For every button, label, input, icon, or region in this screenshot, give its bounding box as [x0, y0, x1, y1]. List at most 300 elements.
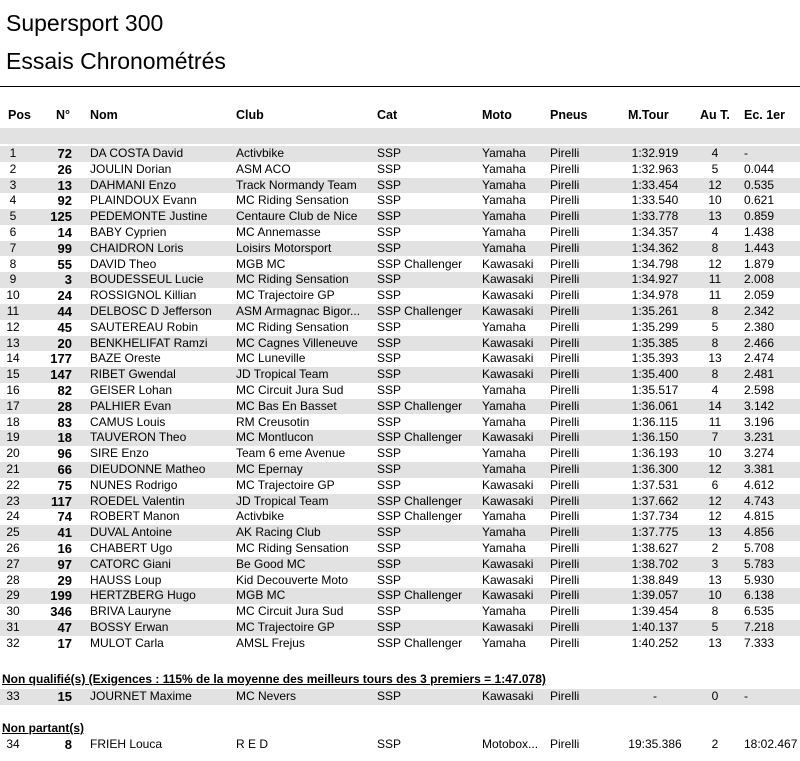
cell-cat: SSP: [377, 146, 402, 160]
header-pos: Pos: [8, 108, 31, 122]
cell-num: 41: [57, 525, 72, 541]
cell-tour: 1:34.798: [631, 256, 679, 271]
cell-moto: Yamaha: [482, 509, 526, 524]
cell-tour: 1:36.061: [631, 398, 679, 413]
table-row: [0, 304, 800, 320]
cell-ec: 3.381: [744, 462, 775, 476]
cell-au: 13: [708, 572, 722, 587]
cell-club: MC Circuit Jura Sud: [236, 383, 344, 397]
cell-au: 7: [711, 430, 719, 445]
cell-ec: 2.342: [744, 304, 775, 318]
cell-au: 13: [708, 209, 722, 224]
cell-moto: Yamaha: [482, 541, 526, 555]
cell-ec: 7.218: [744, 620, 775, 634]
cell-club: Be Good MC: [236, 556, 306, 571]
cell-moto: Kawasaki: [482, 304, 534, 318]
cell-tour: 1:38.849: [631, 572, 679, 587]
cell-nom: TAUVERON Theo: [90, 430, 187, 445]
non-qualifie-label: Non qualifié(s) (Exigences : 115% de la moyenne des meilleurs tours des 3 premiers = 1:47.078): [2, 672, 546, 686]
cell-num: 72: [57, 146, 72, 161]
table-row: [0, 193, 800, 209]
cell-pneus: Pirelli: [550, 398, 580, 413]
cell-pneus: Pirelli: [550, 689, 580, 703]
cell-tour: 1:34.357: [631, 225, 679, 239]
table-header: [0, 106, 800, 124]
cell-pos: 18: [6, 414, 20, 429]
cell-pneus: Pirelli: [550, 209, 580, 224]
cell-nom: CHABERT Ugo: [90, 541, 173, 555]
cell-cat: SSP: [377, 604, 402, 619]
page-title: Supersport 300: [6, 10, 164, 36]
cell-cat: SSP: [377, 414, 402, 429]
cell-cat: SSP: [377, 209, 402, 224]
cell-pos: 32: [6, 635, 20, 650]
cell-ec: 2.466: [744, 335, 775, 350]
cell-tour: 1:38.702: [631, 556, 679, 571]
cell-nom: RIBET Gwendal: [90, 367, 176, 382]
cell-ec: 5.930: [744, 572, 775, 587]
cell-pos: 19: [6, 430, 20, 445]
cell-au: 8: [711, 304, 719, 318]
cell-moto: Kawasaki: [482, 367, 534, 382]
cell-pneus: Pirelli: [550, 414, 580, 429]
cell-cat: SSP: [377, 620, 402, 634]
cell-tour: 1:35.400: [631, 367, 679, 382]
cell-ec: 2.474: [744, 351, 775, 366]
cell-pos: 1: [9, 146, 17, 160]
cell-club: Activbike: [236, 146, 285, 160]
table-row: [0, 462, 800, 478]
cell-club: MC Epernay: [236, 462, 303, 476]
cell-pneus: Pirelli: [550, 493, 580, 508]
cell-moto: Yamaha: [482, 240, 526, 255]
cell-pneus: Pirelli: [550, 335, 580, 350]
table-row: [0, 383, 800, 399]
cell-tour: 1:35.299: [631, 319, 679, 334]
header-num: N°: [56, 108, 71, 122]
cell-au: 13: [708, 525, 722, 540]
cell-moto: Yamaha: [482, 414, 526, 429]
cell-num: 47: [57, 620, 72, 635]
cell-pneus: Pirelli: [550, 288, 580, 303]
cell-pneus: Pirelli: [550, 177, 580, 192]
cell-pos: 7: [9, 240, 17, 255]
page-subtitle: Essais Chronométrés: [6, 48, 226, 74]
cell-pneus: Pirelli: [550, 477, 580, 492]
cell-pos: 15: [6, 367, 20, 382]
cell-tour: 1:38.627: [631, 541, 679, 555]
cell-club: MC Montlucon: [236, 430, 314, 445]
cell-ec: 4.743: [744, 493, 775, 508]
cell-moto: Motobox...: [482, 737, 539, 751]
cell-ec: 2.059: [744, 288, 775, 303]
table-row: [0, 257, 800, 273]
cell-cat: SSP Challenger: [377, 430, 463, 445]
cell-ec: 18:02.467: [744, 737, 798, 751]
cell-au: 6: [711, 477, 719, 492]
cell-nom: SAUTEREAU Robin: [90, 319, 199, 334]
cell-au: 13: [708, 351, 722, 366]
table-row: [0, 604, 800, 620]
cell-au: 5: [711, 620, 719, 634]
cell-pneus: Pirelli: [550, 620, 580, 634]
cell-au: 5: [711, 319, 719, 334]
cell-ec: 2.598: [744, 383, 775, 397]
cell-cat: SSP: [377, 737, 402, 751]
cell-cat: SSP: [377, 161, 402, 176]
cell-num: 29: [57, 572, 72, 588]
cell-pos: 2: [9, 161, 17, 176]
table-row: [0, 399, 800, 415]
cell-ec: 0.859: [744, 209, 775, 224]
cell-au: 8: [711, 367, 719, 382]
cell-au: 8: [711, 240, 719, 255]
table-row: [0, 525, 800, 541]
cell-pos: 8: [9, 256, 17, 271]
cell-nom: BABY Cyprien: [90, 225, 167, 239]
cell-ec: 7.333: [744, 635, 775, 650]
cell-pos: 22: [6, 477, 20, 492]
cell-num: 18: [57, 430, 72, 446]
cell-club: R E D: [236, 737, 269, 751]
cell-tour: 1:35.261: [631, 304, 679, 318]
cell-au: 5: [711, 161, 719, 176]
table-row: [0, 336, 800, 352]
cell-club: RM Creusotin: [236, 414, 310, 429]
cell-nom: PLAINDOUX Evann: [90, 193, 197, 208]
cell-moto: Kawasaki: [482, 588, 534, 603]
cell-cat: SSP: [377, 383, 402, 397]
cell-moto: Kawasaki: [482, 689, 534, 703]
cell-cat: SSP Challenger: [377, 509, 463, 524]
header-club: Club: [236, 108, 264, 122]
cell-nom: DELBOSC D Jefferson: [90, 304, 212, 318]
cell-pneus: Pirelli: [550, 572, 580, 587]
cell-pos: 21: [6, 462, 20, 476]
cell-moto: Yamaha: [482, 209, 526, 224]
cell-moto: Yamaha: [482, 319, 526, 334]
cell-club: Team 6 eme Avenue: [236, 446, 346, 461]
cell-au: 12: [708, 177, 722, 192]
cell-cat: SSP: [377, 193, 402, 208]
cell-moto: Yamaha: [482, 635, 526, 650]
header-pneus: Pneus: [550, 108, 588, 122]
cell-num: 24: [57, 288, 72, 304]
cell-cat: SSP: [377, 525, 402, 540]
cell-pneus: Pirelli: [550, 383, 580, 397]
table-row: [0, 446, 800, 462]
cell-pos: 17: [6, 398, 20, 413]
cell-cat: SSP: [377, 541, 402, 555]
cell-nom: DA COSTA David: [90, 146, 184, 160]
cell-cat: SSP: [377, 335, 402, 350]
cell-nom: BOSSY Erwan: [90, 620, 169, 634]
cell-tour: 1:34.362: [631, 240, 679, 255]
cell-nom: CHAIDRON Loris: [90, 240, 184, 255]
cell-club: MGB MC: [236, 256, 286, 271]
table-row: [0, 415, 800, 431]
cell-au: 2: [711, 737, 719, 751]
cell-tour: 1:39.057: [631, 588, 679, 603]
cell-ec: -: [744, 146, 748, 160]
header-tour: M.Tour: [628, 108, 669, 122]
table-row: [0, 541, 800, 557]
cell-tour: 1:33.778: [631, 209, 679, 224]
cell-ec: 2.481: [744, 367, 775, 382]
table-row: [0, 178, 800, 194]
cell-nom: FRIEH Louca: [90, 737, 163, 751]
header-ec: Ec. 1er: [744, 108, 786, 122]
cell-num: 199: [50, 588, 72, 604]
cell-ec: 3.231: [744, 430, 775, 445]
cell-au: 8: [711, 335, 719, 350]
cell-nom: BOUDESSEUL Lucie: [90, 272, 204, 287]
cell-club: MGB MC: [236, 588, 286, 603]
cell-nom: GEISER Lohan: [90, 383, 173, 397]
cell-club: MC Nevers: [236, 689, 297, 703]
cell-pos: 11: [6, 304, 20, 318]
cell-cat: SSP Challenger: [377, 588, 463, 603]
cell-club: ASM Armagnac Bigor...: [236, 304, 361, 318]
cell-num: 96: [57, 446, 72, 462]
cell-moto: Yamaha: [482, 193, 526, 208]
cell-num: 177: [50, 351, 72, 367]
cell-tour: 1:33.454: [631, 177, 679, 192]
cell-tour: 1:36.193: [631, 446, 679, 461]
cell-pos: 27: [6, 556, 20, 571]
cell-nom: PALHIER Evan: [90, 398, 172, 413]
cell-pneus: Pirelli: [550, 737, 580, 751]
cell-club: Centaure Club de Nice: [236, 209, 358, 224]
cell-num: 346: [50, 604, 72, 620]
cell-club: MC Bas En Basset: [236, 398, 337, 413]
cell-cat: SSP: [377, 462, 402, 476]
cell-num: 117: [51, 493, 72, 509]
cell-ec: 0.044: [744, 161, 775, 176]
cell-tour: 1:35.517: [631, 383, 679, 397]
cell-tour: 1:39.454: [631, 604, 679, 619]
cell-nom: JOULIN Dorian: [90, 161, 172, 176]
cell-cat: SSP: [377, 288, 402, 303]
cell-nom: DAHMANI Enzo: [90, 177, 177, 192]
cell-ec: 1.443: [744, 240, 775, 255]
cell-au: 13: [708, 635, 722, 650]
cell-num: 14: [57, 225, 72, 240]
cell-club: Loisirs Motorsport: [236, 240, 332, 255]
cell-nom: BRIVA Lauryne: [90, 604, 172, 619]
cell-pos: 4: [9, 193, 17, 208]
header-nom: Nom: [90, 108, 118, 122]
cell-pneus: Pirelli: [550, 588, 580, 603]
cell-tour: 1:36.150: [631, 430, 679, 445]
table-row: [0, 737, 800, 753]
cell-cat: SSP: [377, 319, 402, 334]
cell-pneus: Pirelli: [550, 272, 580, 287]
cell-num: 45: [57, 319, 72, 335]
cell-cat: SSP: [377, 367, 402, 382]
cell-pneus: Pirelli: [550, 541, 580, 555]
cell-pneus: Pirelli: [550, 161, 580, 176]
table-row: [0, 162, 800, 178]
table-row: [0, 430, 800, 446]
cell-ec: 3.142: [744, 398, 775, 413]
cell-pneus: Pirelli: [550, 146, 580, 160]
cell-nom: ROEDEL Valentin: [90, 493, 185, 508]
cell-au: 4: [711, 383, 719, 397]
cell-tour: 1:34.927: [631, 272, 679, 287]
table-row: [0, 478, 800, 494]
cell-pneus: Pirelli: [550, 240, 580, 255]
cell-ec: 0.535: [744, 177, 775, 192]
cell-pneus: Pirelli: [550, 509, 580, 524]
cell-moto: Yamaha: [482, 446, 526, 461]
cell-au: 8: [711, 604, 719, 619]
cell-cat: SSP Challenger: [377, 256, 463, 271]
cell-au: 4: [711, 146, 719, 160]
cell-au: 10: [708, 588, 722, 603]
cell-num: 8: [64, 737, 72, 752]
cell-num: 15: [57, 689, 72, 704]
cell-nom: MULOT Carla: [90, 635, 164, 650]
cell-pos: 3: [9, 177, 17, 192]
cell-pos: 24: [6, 509, 20, 524]
cell-moto: Kawasaki: [482, 272, 534, 287]
cell-num: 74: [57, 509, 72, 525]
cell-pos: 13: [6, 335, 20, 350]
cell-au: 12: [708, 509, 722, 524]
cell-pneus: Pirelli: [550, 635, 580, 650]
cell-au: 10: [708, 446, 722, 461]
cell-moto: Kawasaki: [482, 493, 534, 508]
cell-moto: Kawasaki: [482, 256, 534, 271]
cell-au: 11: [708, 414, 722, 429]
table-row: [0, 225, 800, 241]
cell-tour: 1:36.300: [631, 462, 679, 476]
cell-club: JD Tropical Team: [236, 367, 329, 382]
cell-au: 4: [711, 225, 719, 239]
cell-club: Activbike: [236, 509, 285, 524]
cell-pneus: Pirelli: [550, 304, 580, 318]
cell-nom: SIRE Enzo: [90, 446, 149, 461]
cell-cat: SSP: [377, 477, 402, 492]
cell-nom: BAZE Oreste: [90, 351, 161, 366]
cell-moto: Yamaha: [482, 525, 526, 540]
cell-pos: 23: [6, 493, 20, 508]
cell-pneus: Pirelli: [550, 446, 580, 461]
cell-pneus: Pirelli: [550, 319, 580, 334]
header-spacer-band: [0, 128, 800, 144]
cell-pos: 33: [6, 689, 20, 703]
cell-tour: -: [653, 689, 657, 703]
cell-cat: SSP: [377, 351, 402, 366]
table-row: [0, 146, 800, 162]
cell-au: 12: [708, 493, 722, 508]
cell-num: 3: [64, 272, 72, 288]
header-au: Au T.: [700, 108, 730, 122]
cell-pos: 16: [6, 383, 20, 397]
cell-tour: 1:34.978: [631, 288, 679, 303]
cell-au: 0: [711, 689, 719, 703]
cell-num: 125: [50, 209, 72, 225]
cell-moto: Yamaha: [482, 383, 526, 397]
cell-nom: CATORC Giani: [90, 556, 171, 571]
cell-ec: 3.274: [744, 446, 775, 461]
cell-pneus: Pirelli: [550, 225, 580, 239]
cell-cat: SSP: [377, 689, 402, 703]
table-row: [0, 272, 800, 288]
cell-club: AMSL Frejus: [236, 635, 305, 650]
cell-pneus: Pirelli: [550, 256, 580, 271]
table-row: [0, 320, 800, 336]
cell-moto: Yamaha: [482, 161, 526, 176]
cell-tour: 1:40.137: [631, 620, 679, 634]
cell-num: 44: [57, 304, 72, 319]
table-row: [0, 367, 800, 383]
cell-num: 82: [57, 383, 72, 398]
cell-pos: 12: [6, 319, 20, 334]
cell-pos: 20: [6, 446, 20, 461]
cell-cat: SSP Challenger: [377, 493, 463, 508]
cell-tour: 1:35.385: [631, 335, 679, 350]
cell-club: MC Cagnes Villeneuve: [236, 335, 358, 350]
cell-club: Kid Decouverte Moto: [236, 572, 349, 587]
cell-au: 2: [711, 541, 719, 555]
table-row: [0, 557, 800, 573]
table-row: [0, 288, 800, 304]
cell-au: 12: [708, 256, 722, 271]
cell-club: MC Trajectoire GP: [236, 620, 335, 634]
cell-nom: BENKHELIFAT Ramzi: [90, 335, 208, 350]
cell-num: 16: [57, 541, 72, 556]
cell-cat: SSP: [377, 225, 402, 239]
cell-pos: 5: [9, 209, 17, 224]
cell-cat: SSP: [377, 177, 402, 192]
cell-club: MC Trajectoire GP: [236, 288, 335, 303]
cell-ec: 2.380: [744, 319, 775, 334]
cell-moto: Yamaha: [482, 146, 526, 160]
cell-club: MC Annemasse: [236, 225, 321, 239]
cell-tour: 1:32.919: [631, 146, 679, 160]
cell-pneus: Pirelli: [550, 556, 580, 571]
cell-ec: 6.138: [744, 588, 775, 603]
table-row: [0, 689, 800, 705]
cell-num: 66: [57, 462, 72, 477]
non-partant-label: Non partant(s): [2, 721, 84, 735]
cell-cat: SSP Challenger: [377, 304, 463, 318]
cell-moto: Kawasaki: [482, 477, 534, 492]
cell-club: MC Riding Sensation: [236, 541, 349, 555]
cell-tour: 1:32.963: [631, 161, 679, 176]
cell-moto: Kawasaki: [482, 335, 534, 350]
cell-pneus: Pirelli: [550, 430, 580, 445]
cell-ec: 5.783: [744, 556, 775, 571]
cell-num: 20: [57, 335, 72, 351]
cell-moto: Kawasaki: [482, 572, 534, 587]
cell-moto: Kawasaki: [482, 620, 534, 634]
cell-pos: 26: [6, 541, 20, 555]
cell-cat: SSP: [377, 272, 402, 287]
cell-pos: 6: [9, 225, 17, 239]
cell-num: 92: [57, 193, 72, 209]
cell-tour: 1:37.531: [631, 477, 679, 492]
cell-nom: DIEUDONNE Matheo: [90, 462, 206, 476]
cell-nom: ROSSIGNOL Killian: [90, 288, 197, 303]
cell-club: MC Riding Sensation: [236, 272, 349, 287]
cell-pneus: Pirelli: [550, 351, 580, 366]
table-row: [0, 509, 800, 525]
cell-club: MC Riding Sensation: [236, 319, 349, 334]
cell-pos: 9: [9, 272, 17, 287]
